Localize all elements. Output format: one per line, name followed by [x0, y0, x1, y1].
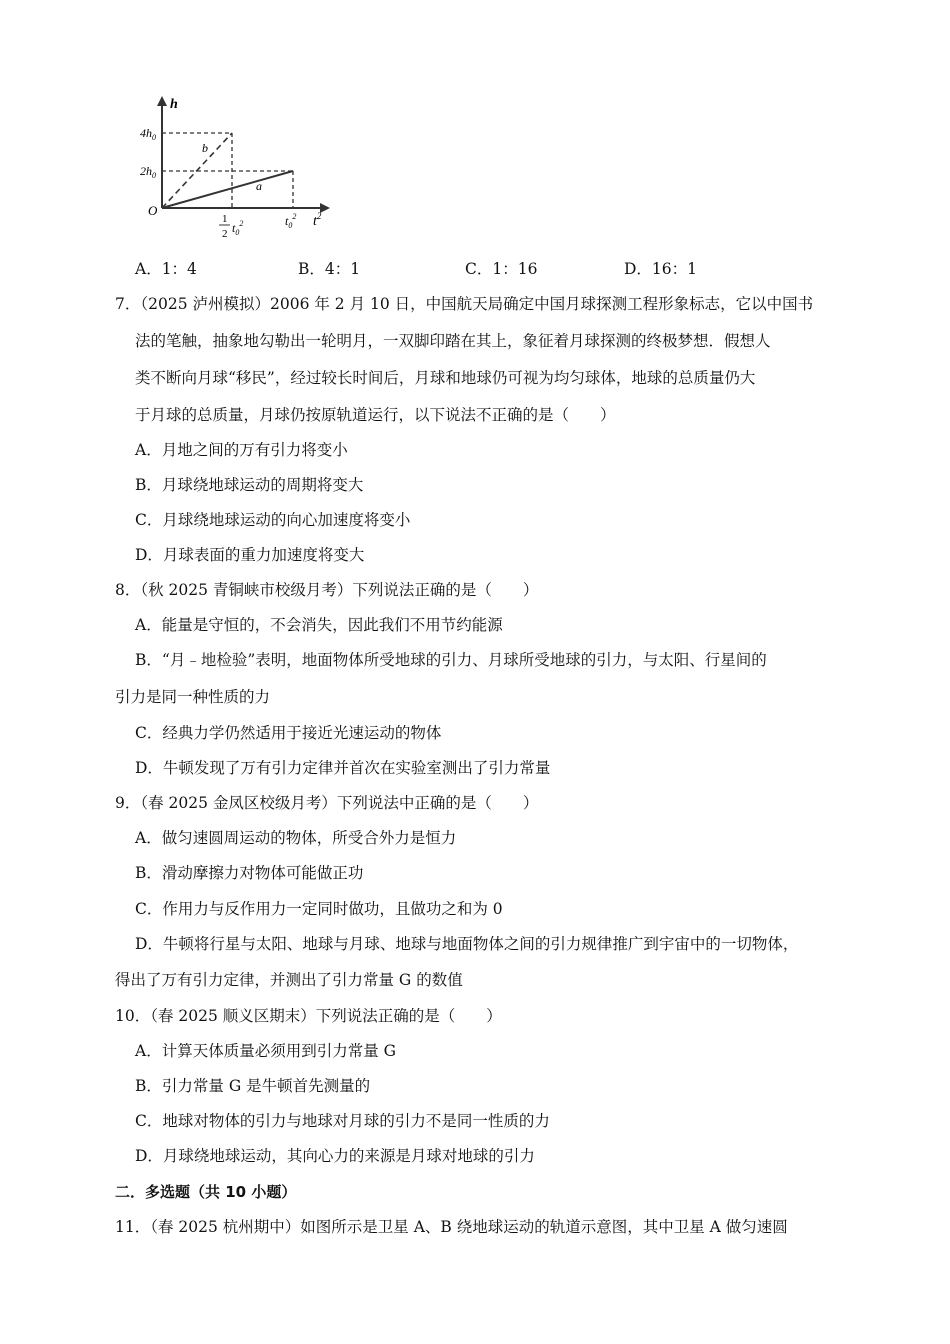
x-axis-arrow [320, 203, 330, 213]
q8-option-d[interactable]: D．牛顿发现了万有引力定律并首次在实验室测出了引力常量 [135, 759, 551, 777]
q7-stem-line-3: 类不断向月球“移民”，经过较长时间后，月球和地球仍可视为均匀球体，地球的总质量仍大 [135, 369, 756, 387]
q6-option-d[interactable]: D．16：1 [624, 260, 698, 278]
q9-option-d[interactable]: D．牛顿将行星与太阳、地球与月球、地球与地面物体之间的引力规律推广到宇宙中的一切物体， [135, 935, 799, 953]
line-b-label: b [202, 141, 208, 155]
y-axis-label: h [170, 97, 178, 112]
section-multiple-choice-heading: 二．多选题（共 10 小题） [115, 1183, 297, 1201]
q8-option-b-cont: 引力是同一种性质的力 [115, 688, 271, 706]
q8-option-b[interactable]: B．“月﹣地检验”表明，地面物体所受地球的引力、月球所受地球的引力，与太阳、行星间的 [135, 651, 767, 669]
q8-option-c[interactable]: C．经典力学仍然适用于接近光速运动的物体 [135, 724, 442, 742]
x-tick-full: $t_0^2$ [285, 212, 297, 230]
q7-stem-line-4: 于月球的总质量，月球仍按原轨道运行，以下说法不正确的是（ ） [135, 406, 616, 424]
y-tick-2h0: $2h_0$ [140, 164, 156, 180]
q7-option-d[interactable]: D．月球表面的重力加速度将变大 [135, 546, 365, 564]
q9-option-b[interactable]: B．滑动摩擦力对物体可能做正功 [135, 864, 364, 882]
q9-option-c[interactable]: C．作用力与反作用力一定同时做功，且做功之和为 0 [135, 900, 503, 918]
q7-stem-line-2: 法的笔触，抽象地勾勒出一轮明月，一双脚印踏在其上，象征着月球探测的终极梦想．假想人 [135, 332, 771, 350]
graph-svg [140, 92, 340, 252]
line-a [162, 171, 293, 208]
q10-option-c[interactable]: C．地球对物体的引力与地球对月球的引力不是同一性质的力 [135, 1112, 550, 1130]
origin-label: O [148, 203, 158, 218]
y-tick-4h0: $4h_0$ [140, 126, 156, 142]
h-t2-graph [140, 92, 340, 252]
q7-option-c[interactable]: C．月球绕地球运动的向心加速度将变小 [135, 511, 411, 529]
q10-option-d[interactable]: D．月球绕地球运动，其向心力的来源是月球对地球的引力 [135, 1147, 535, 1165]
q9-option-d-cont: 得出了万有引力定律，并测出了引力常量 G 的数值 [115, 971, 463, 989]
x-tick-half-den: 2 [222, 228, 228, 240]
q10-option-b[interactable]: B．引力常量 G 是牛顿首先测量的 [135, 1077, 371, 1095]
q7-option-a[interactable]: A．月地之间的万有引力将变小 [135, 441, 348, 459]
q8-option-a[interactable]: A．能量是守恒的，不会消失，因此我们不用节约能源 [135, 616, 503, 634]
y-axis-arrow [157, 96, 167, 106]
x-tick-half-num: 1 [222, 213, 228, 225]
q6-option-b[interactable]: B．4：1 [298, 260, 361, 278]
q10-stem: 10．（春 2025 顺义区期末）下列说法正确的是（ ） [115, 1007, 502, 1025]
q8-stem: 8．（秋 2025 青铜峡市校级月考）下列说法正确的是（ ） [115, 581, 539, 599]
q6-option-a[interactable]: A．1：4 [135, 260, 197, 278]
q7-option-b[interactable]: B．月球绕地球运动的周期将变大 [135, 476, 364, 494]
line-a-label: a [256, 179, 262, 193]
q7-stem-line-1: 7．（2025 泸州模拟）2006 年 2 月 10 日，中国航天局确定中国月球探测工程形象标志，它以中国书 [115, 295, 814, 313]
q9-stem: 9．（春 2025 金凤区校级月考）下列说法中正确的是（ ） [115, 794, 539, 812]
x-tick-half-t: $t_0^2$ [232, 219, 244, 237]
q9-option-a[interactable]: A．做匀速圆周运动的物体，所受合外力是恒力 [135, 829, 457, 847]
q11-stem: 11．（春 2025 杭州期中）如图所示是卫星 A、B 绕地球运动的轨道示意图，其中卫星 A 做匀速圆 [115, 1218, 788, 1236]
q10-option-a[interactable]: A．计算天体质量必须用到引力常量 G [135, 1042, 397, 1060]
x-axis-label: $t^2$ [313, 211, 322, 229]
q6-option-c[interactable]: C．1：16 [465, 260, 538, 278]
